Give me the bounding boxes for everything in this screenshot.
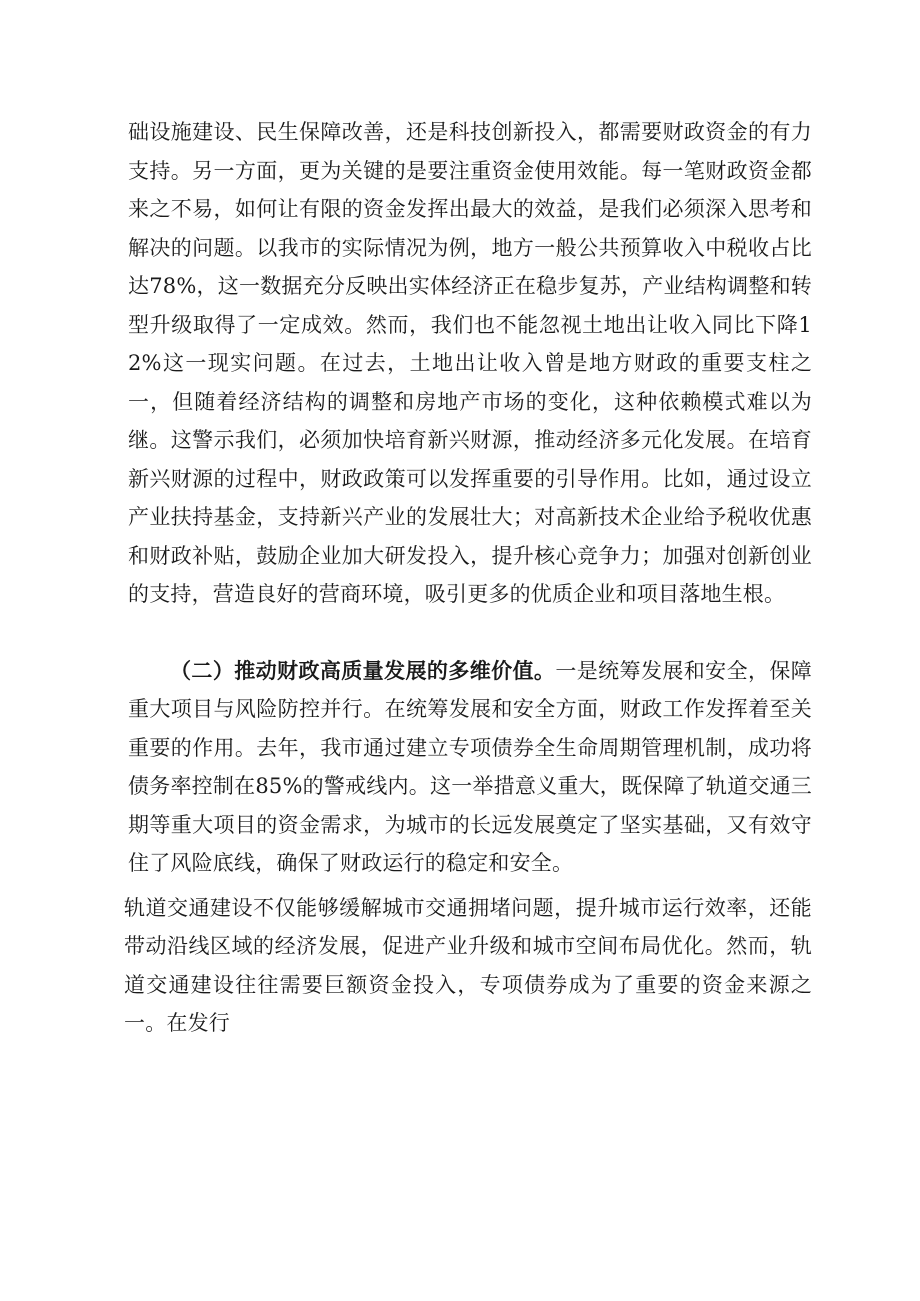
body-paragraph-1: 础设施建设、民生保障改善，还是科技创新投入，都需要财政资金的有力支持。另一方面，更为关键的是要注重资金使用效能。每一笔财政资金都来之不易，如何让有限的资金发挥出最大的效益，是我们必须深入思考和解决的问题。以我市的实际情况为例，地方一般公共预算收入中税收占比达78%，这一数据充分反映出实体经济正在稳步复苏，产业结构调整和转型升级取得了一定成效。然而，我们也不能忽视土地出让收入同比下降12%这一现实问题。在过去，土地出让收入曾是地方财政的重要支柱之一，但随着经济结构的调整和房地产市场的变化，这种依赖模式难以为继。这警示我们，必须加快培育新兴财源，推动经济多元化发展。在培育新兴财源的过程中，财政政策可以发挥重要的引导作用。比如，通过设立产业扶持基金，支持新兴产业的发展壮大；对高新技术企业给予税收优惠和财政补贴，鼓励企业加大研发投入，提升核心竞争力；加强对创新创业的支持，营造良好的营商环境，吸引更多的优质企业和项目落地生根。 <box>128 120 812 606</box>
body-paragraph-3: 轨道交通建设不仅能够缓解城市交通拥堵问题，提升城市运行效率，还能带动沿线区域的经济发展，促进产业升级和城市空间布局优化。然而，轨道交通建设往往需要巨额资金投入，专项债券成为了重要的资金来源之一。在发行 <box>124 895 812 1035</box>
body-paragraph-2 <box>128 652 812 883</box>
section-heading: （二）推动财政高质量发展的多维价值。 <box>170 657 556 683</box>
body-paragraph-2-text: 一是统筹发展和安全，保障重大项目与风险防控并行。在统筹发展和安全方面，财政工作发挥着至关重要的作用。去年，我市通过建立专项债券全生命周期管理机制，成功将债务率控制在85%的警戒线内。这一举措意义重大，既保障了轨道交通三期等重大项目的资金需求，为城市的长远发展奠定了坚实基础，又有效守住了风险底线，确保了财政运行的稳定和安全。 <box>128 658 812 875</box>
